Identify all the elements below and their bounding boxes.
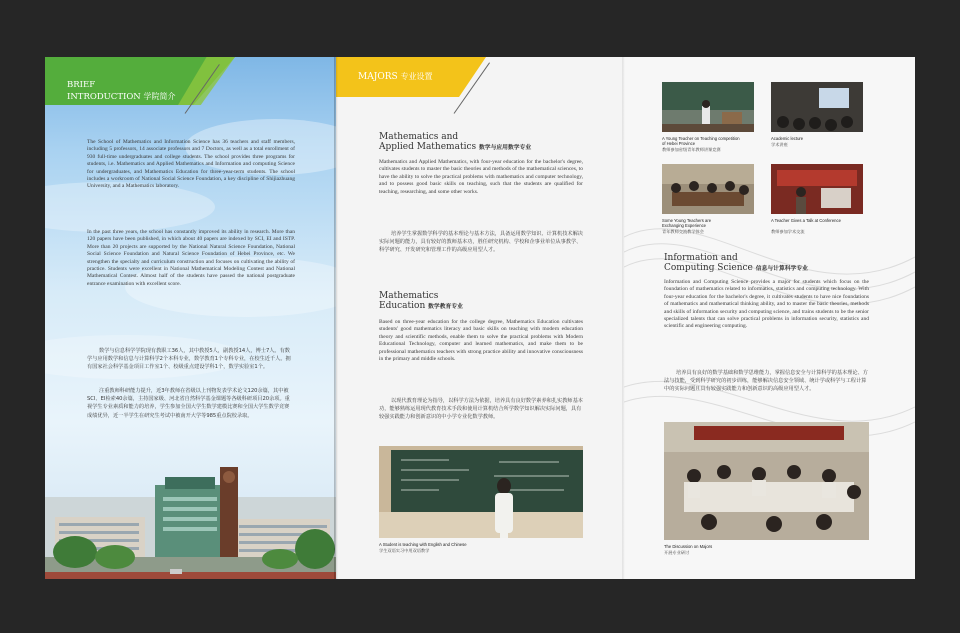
teaching-photo-caption-en: A Student is teaching with English and Chinese bbox=[379, 542, 467, 547]
photo1-caption-cn: 教师参加省级青年教师讲课竞赛 bbox=[662, 147, 721, 152]
major-heading-applied-math-cn: 数学与应用数学专业 bbox=[478, 144, 532, 151]
banner-title-cn: 学院简介 bbox=[143, 92, 176, 101]
info-computing-paragraph-cn: 培养具有良好的数学基础和数学思维能力，掌握信息安全与计算科学的基本理论、方法与技能，受到科学研究的初步训练，能够解决信息安全领域、统计学或科学与工程计算中的实际问题且具有较强实践能力和创新意识的高级应用型人才。 bbox=[664, 370, 868, 393]
teaching-competition-photo bbox=[662, 82, 754, 132]
brochure-fold-shadow bbox=[622, 57, 625, 579]
teaching-classroom-photo bbox=[379, 446, 583, 538]
photo5-caption-cn: 开展专业研讨 bbox=[664, 550, 690, 555]
major-heading-applied-math: Mathematics and Applied Mathematics 数学与应用数学专业 bbox=[379, 132, 532, 152]
major-heading-math-education: Mathematics Education 数学教育专业 bbox=[379, 291, 463, 311]
intro-paragraph-cn-2: 注重教师科研能力提升，近3年教师在省级以上刊物发表学术论文120余篇，其中被SCI、EI检索40余篇，主持国家级、河北省自然科学基金课题等各级科研项目20余项。重视学生专业素质和能力的培养，学生参加全国大学生数学建模比赛和全国大学生数学竞赛成绩优异，近一半学生在研究生考试中被南开大学等985重点院校录取。 bbox=[87, 388, 290, 419]
banner-title-line2: INTRODUCTION bbox=[67, 92, 141, 102]
majors-title: MAJORS bbox=[358, 72, 398, 82]
photo5-caption-en: The Discussion on Majors bbox=[664, 544, 713, 549]
brochure-spine-shadow bbox=[334, 57, 338, 579]
intro-paragraph-en-1: The School of Mathematics and Information Science has 36 teachers and staff members, including 5 professors, 14 associate professors and 7 Doctors, as well as a total enrollment of 930 full-time undergraduates and college students. The school provides three programs for students, i.e. Mathematics and Applied Mathematics and Information and computing Science for undergraduates, and Mathematics Education for three-year-term students. The school includes a workroom of National Social Science Foundation, a key discipline of Shijiazhuang University, and a Mathematics laboratory. bbox=[87, 139, 295, 190]
major-heading-math-education-cn: 数学教育专业 bbox=[428, 303, 463, 310]
photo2-caption-en: Academic lecture bbox=[771, 136, 804, 141]
major-heading-info-computing-cn: 信息与计算科学专业 bbox=[755, 265, 808, 272]
academic-lecture-photo bbox=[771, 82, 863, 132]
photo3-caption-cn: 青年教师交流教学体会 bbox=[662, 229, 704, 234]
left-page bbox=[45, 57, 336, 579]
major-heading-info-computing: Information and Computing Science 信息与计算科学专业 bbox=[664, 253, 808, 273]
info-computing-paragraph-en: Information and Computing Science provides a major for students which focus on the foundation of mathematics related to informatics, statistics and computing technology. With four-year education for the bachelor's degree, it cultivates students to have nice foundations of mathematics and mathematical thinking ability, and to master the basic theories, methods and skills of information security and computing science, and trains students to be the senior specialized talents that can solve practical problems in information security, statistics and scientific and engineering computing. bbox=[664, 279, 869, 330]
majors-title-cn: 专业设置 bbox=[400, 72, 433, 81]
majors-banner-text bbox=[358, 71, 433, 83]
photo3-caption-en: Some Young Teachers are Exchanging Experience bbox=[662, 218, 712, 228]
intro-paragraph-en-2: In the past three years, the school has constantly improved its ability in research. More than 120 papers have been published, in which about 40 papers are indexed by SCI, EI and ISTP. More than 20 projects are supported by the National Natural Science Foundation, National Social Science Foundation and Natural Science Foundation of Hebei Province, etc. We strengthen the specialty and curriculum construction and focuses on cultivating the ability of practice. Students were excellent in National Mathematical Modeling Contest and National Mathematical Contest. Almost half of the students have passed the national postgraduate entrance examination with excellent score. bbox=[87, 229, 295, 287]
applied-math-paragraph-en: Mathematics and Applied Mathematics, with four-year education for the bachelor's degree, cultivates students to master the basic theories and methods of the mathematical sciences, to have the ability to solve the practical problems with mathematics and computer technology, and to possess good basic skills on teaching, such that the students are qualified for teaching, researching, and some other works. bbox=[379, 159, 583, 195]
middle-page bbox=[336, 57, 624, 579]
math-education-paragraph-en: Based on three-year education for the college degree, Mathematics Education cultivates students' good mathematics literacy and basic skills on teaching with modern education theory and scientific methods, enable them to solve the practical problems with Modern Educational Technology, computer and learned mathematics, and make them to be professional mathematics teachers with strong practice ability and innovative consciousness in the primary and middle schools. bbox=[379, 319, 583, 363]
photo4-caption-cn: 教师参加学术交流 bbox=[771, 229, 805, 234]
conference-talk-photo bbox=[771, 164, 863, 214]
applied-math-paragraph-cn: 培养学生掌握数学科学的基本理论与基本方法，具备运用数学知识、计算机技术解决实际问题的能力，具有较好的教师基本功，胜任研究机构、学校和企事业单位从事教学、科学研究、开发研究和管理工作的高级应用型人才。 bbox=[379, 231, 583, 254]
teachers-exchange-photo bbox=[662, 164, 754, 214]
right-page bbox=[624, 57, 915, 579]
intro-paragraph-cn-1: 数学与信息科学学院现有教职工36人，其中教授5人，副教授14人，博士7人。有数学与应用数学和信息与计算科学2个本科专业，数学教育1个专科专业，在校生近千人。拥有国家社会科学基金项目工作室1个、校级重点建设学科1个，数学实验室1个。 bbox=[87, 348, 291, 371]
campus-building-photo bbox=[45, 457, 336, 579]
photo4-caption-en: A Teacher Gives a Talk at Conference bbox=[771, 218, 841, 223]
majors-discussion-photo bbox=[664, 422, 869, 540]
banner-title-line1: BRIEF bbox=[67, 80, 96, 90]
photo2-caption-cn: 学术讲座 bbox=[771, 142, 788, 147]
teaching-photo-caption-cn: 学生双语实习中用双语教学 bbox=[379, 548, 430, 553]
intro-banner-text bbox=[67, 80, 175, 103]
math-education-paragraph-cn: 以现代教育理论为指导，以科学方法为依据，培养具有良好数学素养和扎实教师基本功，能够熟练运用现代教育技术手段和使用计算机结合所学数学知识解决实际问题，具有较强实践能力和创新意识的中小学专业化数学教师。 bbox=[379, 398, 583, 421]
photo1-caption-en: A Young Teacher on Teaching competition of Hebei Province bbox=[662, 136, 740, 146]
